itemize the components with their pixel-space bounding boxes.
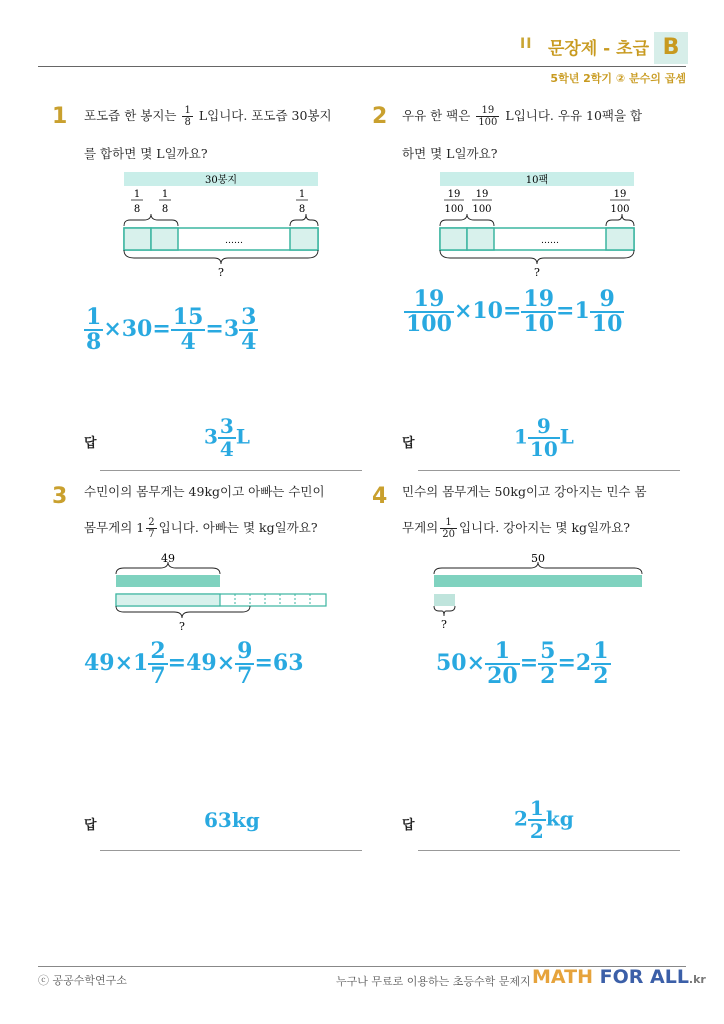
problem-2-work xyxy=(404,288,624,336)
bar-unknown xyxy=(434,594,455,606)
seg-den: 100 xyxy=(610,204,630,215)
work-op: 50× xyxy=(436,650,486,677)
dots: …… xyxy=(541,236,559,246)
answer-line xyxy=(100,850,362,851)
top-label: 50 xyxy=(531,552,545,565)
problem-1-fraction xyxy=(182,105,192,128)
work-op: 49×1 xyxy=(84,650,149,677)
problem-4-text-a: 민수의 몸무게는 50kg이고 강아지는 민수 몸 xyxy=(402,484,647,499)
problem-2-diagram xyxy=(426,168,650,280)
header-divider xyxy=(38,66,686,67)
problem-4-work xyxy=(436,640,611,688)
work-op: ×10= xyxy=(453,298,522,325)
work-fraction: $\frac{19}{10}$ xyxy=(523,286,555,338)
work-op: ×30= xyxy=(103,316,171,343)
header-decoration: II xyxy=(520,36,533,52)
problem-4-diagram xyxy=(428,548,652,634)
problem-2-fraction xyxy=(476,105,499,128)
work-op: = xyxy=(519,650,539,677)
answer-3: 63kg xyxy=(204,808,260,832)
problem-number-2: 2 xyxy=(372,104,388,129)
work-fraction: $\frac{5}{2}$ xyxy=(540,638,556,690)
problem-2-text-c: 하면 몇 L일까요? xyxy=(402,146,498,161)
fraction-denominator: 8 xyxy=(184,117,191,128)
text-part: 몸무게의 1 xyxy=(84,520,145,535)
seg-num: 1 xyxy=(133,189,141,200)
work-fraction: $\frac{1}{8}$ xyxy=(86,304,102,356)
work-op: =49× xyxy=(167,650,236,677)
question-mark: ? xyxy=(534,266,540,279)
seg-den: 8 xyxy=(161,204,169,215)
answer-label-2: 답 xyxy=(402,436,415,451)
footer-description: 누구나 무료로 이용하는 초등수학 문제지 xyxy=(336,975,531,988)
text-part: 입니다. 아빠는 몇 kg일까요? xyxy=(158,520,318,535)
seg-num: 19 xyxy=(613,189,627,200)
seg-num: 19 xyxy=(447,189,461,200)
logo-kr: .kr xyxy=(688,973,706,986)
problem-1-text-b: L입니다. 포도즙 30봉지 xyxy=(198,108,332,123)
logo-for-all: FOR ALL xyxy=(599,966,689,988)
work-fraction: $\frac{1}{20}$ xyxy=(487,638,518,690)
problem-1-text-c: 를 합하면 몇 L일까요? xyxy=(84,146,208,161)
question-mark: ? xyxy=(218,266,224,279)
seg-den: 100 xyxy=(472,204,492,215)
copyright: ⓒ 공공수학연구소 xyxy=(38,974,127,987)
problem-number-3: 3 xyxy=(52,484,68,509)
answer-1: 3 $\frac{3}{4}$ L xyxy=(204,414,250,461)
logo-math: MATH xyxy=(532,966,600,988)
fraction-numerator: 19 xyxy=(476,105,499,117)
work-fraction: $\frac{2}{7}$ xyxy=(150,638,166,690)
answer-2: 1 $\frac{9}{10}$ L xyxy=(514,414,574,461)
top-label: 30봉지 xyxy=(204,175,238,186)
seg-num: 1 xyxy=(161,189,169,200)
answer-label-4: 답 xyxy=(402,818,415,833)
text-part: 입니다. 강아지는 몇 kg일까요? xyxy=(458,520,630,535)
problem-2-text xyxy=(402,104,642,128)
question-mark: ? xyxy=(179,620,185,633)
problem-4-text-b xyxy=(402,516,630,540)
answer-line xyxy=(100,470,362,471)
worksheet-title: 문장제 - 초급 xyxy=(548,39,650,59)
problem-4-fraction: $\frac{1}{20}$ xyxy=(442,517,455,540)
answer-label-1: 답 xyxy=(84,436,97,451)
work-fraction: $\frac{9}{10}$ xyxy=(591,286,623,338)
answer-label-3: 답 xyxy=(84,818,97,833)
work-fraction: $\frac{15}{4}$ xyxy=(172,304,204,356)
problem-2-text-b: L입니다. 우유 10팩을 합 xyxy=(505,108,643,123)
dots: …… xyxy=(225,236,243,246)
question-mark: ? xyxy=(441,618,447,631)
top-label: 49 xyxy=(161,552,175,565)
level-badge: B xyxy=(654,32,688,64)
work-op: =2 xyxy=(557,650,592,677)
work-fraction: $\frac{3}{4}$ xyxy=(241,304,257,356)
seg-num: 1 xyxy=(298,189,306,200)
work-fraction: $\frac{9}{7}$ xyxy=(237,638,253,690)
text-part: 무게의 xyxy=(402,520,439,535)
top-label: 10팩 xyxy=(525,175,549,186)
problem-2-text-a: 우유 한 팩은 xyxy=(402,108,471,123)
problem-number-4: 4 xyxy=(372,484,388,509)
problem-1-work xyxy=(84,306,258,354)
fraction-denominator: 100 xyxy=(478,117,498,128)
bar-known xyxy=(434,575,642,587)
problem-3-diagram xyxy=(110,548,340,634)
problem-1-text xyxy=(84,104,332,128)
work-op: =1 xyxy=(556,298,590,325)
fraction-numerator: 1 xyxy=(184,105,191,116)
problem-number-1: 1 xyxy=(52,104,68,129)
bar-known xyxy=(116,575,220,587)
answer-line xyxy=(418,470,680,471)
work-op: =63 xyxy=(254,650,304,677)
work-fraction: $\frac{19}{100}$ xyxy=(406,286,452,338)
problem-1-diagram xyxy=(110,168,330,280)
work-op: =3 xyxy=(205,316,240,343)
problem-3-text-a: 수민이의 몸무게는 49kg이고 아빠는 수민이 xyxy=(84,484,325,499)
problem-1-text-a: 포도즙 한 봉지는 xyxy=(84,108,177,123)
worksheet-subtitle: 5학년 2학기 ② 분수의 곱셈 xyxy=(550,72,686,85)
problem-3-fraction: $\frac{2}{7}$ xyxy=(148,517,155,540)
seg-den: 100 xyxy=(444,204,464,215)
problem-3-text-b xyxy=(84,516,318,540)
work-fraction: $\frac{1}{2}$ xyxy=(593,638,609,690)
answer-line xyxy=(418,850,680,851)
answer-4: 2 $\frac{1}{2}$ kg xyxy=(514,796,574,843)
seg-den: 8 xyxy=(133,204,141,215)
problem-3-work xyxy=(84,640,304,688)
site-logo xyxy=(532,966,706,988)
seg-den: 8 xyxy=(298,204,306,215)
seg-num: 19 xyxy=(475,189,489,200)
